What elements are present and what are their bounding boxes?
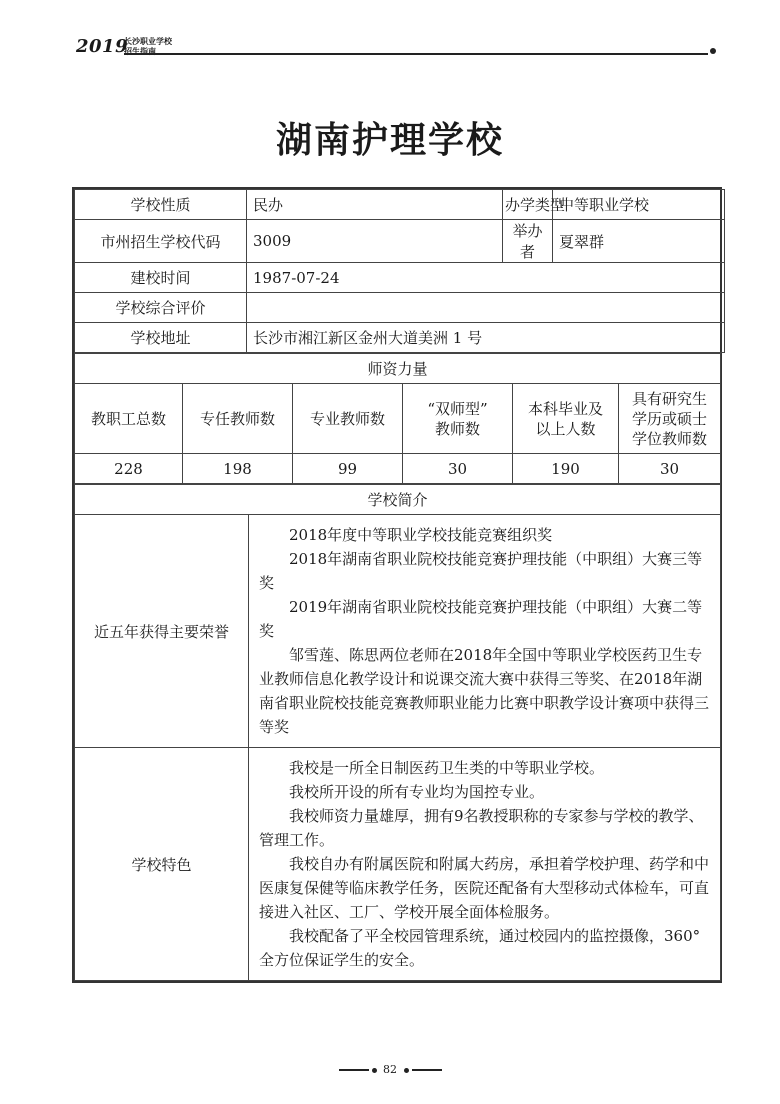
- faculty-header-cell: [513, 384, 619, 454]
- code-value: 3009: [247, 220, 503, 263]
- row-code: [75, 220, 725, 263]
- type-value: 中等职业学校: [553, 190, 725, 220]
- nature-label: 学校性质: [75, 190, 247, 220]
- faculty-section-row: [75, 354, 721, 384]
- faculty-value-cell: 30: [403, 454, 513, 484]
- feature-item: 我校所开设的所有专业均为国控专业。: [289, 783, 545, 801]
- feature-item: 我校师资力量雄厚，拥有9名教授职称的专家参与学校的教学、管理工作。: [259, 807, 704, 849]
- type-label: 办学类型: [503, 190, 553, 220]
- page-number: 82: [383, 1063, 397, 1076]
- faculty-value-cell: 198: [183, 454, 293, 484]
- page-title: 湖南护理学校: [275, 119, 504, 161]
- honor-item: 2018年度中等职业学校技能竞赛组织奖: [289, 526, 553, 544]
- sponsor-value: 夏翠群: [553, 220, 725, 263]
- footer-rule-left: [339, 1069, 369, 1071]
- faculty-header-row: [75, 384, 721, 454]
- faculty-header-text: 专任教师数: [199, 409, 275, 428]
- sponsor-label: 举办者: [503, 220, 553, 263]
- faculty-header-cell: [293, 384, 403, 454]
- row-founded: [75, 263, 725, 293]
- faculty-value-cell: 30: [619, 454, 721, 484]
- intro-section-row: [75, 485, 721, 515]
- header-line-1: 长沙职业学校: [124, 36, 172, 46]
- faculty-value-cell: 190: [513, 454, 619, 484]
- row-evaluation: [75, 293, 725, 323]
- feature-item: 我校配备了平全校园管理系统，通过校园内的监控摄像，360° 全方位保证学生的安全。: [259, 927, 701, 969]
- feature-item: 我校是一所全日制医药卫生类的中等职业学校。: [289, 759, 605, 777]
- code-label: 市州招生学校代码: [75, 220, 247, 263]
- row-address: [75, 323, 725, 353]
- footer-rule-right: [412, 1069, 442, 1071]
- honor-item: 2018年湖南省职业院校技能竞赛护理技能（中职组）大赛三等奖: [259, 550, 703, 592]
- header-rule: [124, 53, 708, 55]
- faculty-header-text: 本科毕业及 以上人数: [527, 399, 603, 438]
- features-label: 学校特色: [75, 748, 249, 981]
- nature-value: 民办: [247, 190, 503, 220]
- faculty-values-row: [75, 454, 721, 484]
- honors-content: [249, 515, 721, 748]
- page-footer: [0, 1063, 780, 1083]
- evaluation-value: [247, 293, 725, 323]
- founded-value: 1987-07-24: [247, 263, 725, 293]
- faculty-value-cell: 228: [75, 454, 183, 484]
- honor-item: 邹雪莲、陈思两位老师在2018年全国中等职业学校医药卫生专业教师信息化教学设计和说课交流大赛中获得三等奖、在2018年湖南省职业院校技能竞赛教师职业能力比赛中职教学设计赛项中获得三等奖: [259, 646, 710, 736]
- school-info-sheet: [72, 187, 722, 983]
- header-rule-end-dot: [710, 48, 716, 54]
- header-line-2: 招生指南: [124, 46, 156, 56]
- faculty-header-text: 具有研究生 学历或硕士 学位教师数: [632, 389, 708, 448]
- faculty-header-cell: [183, 384, 293, 454]
- faculty-header-cell: [403, 384, 513, 454]
- running-header: [76, 30, 716, 60]
- school-info-table: [74, 189, 725, 353]
- honor-item: 2019年湖南省职业院校技能竞赛护理技能（中职组）大赛二等奖: [259, 598, 703, 640]
- address-label: 学校地址: [75, 323, 247, 353]
- row-nature: [75, 190, 725, 220]
- intro-section-title: 学校简介: [75, 485, 721, 515]
- founded-label: 建校时间: [75, 263, 247, 293]
- features-content: [249, 748, 721, 981]
- faculty-value-cell: 99: [293, 454, 403, 484]
- evaluation-label: 学校综合评价: [75, 293, 247, 323]
- faculty-header-text: “双师型” 教师数: [427, 399, 488, 438]
- address-value: 长沙市湘江新区金州大道美洲 1 号: [247, 323, 725, 353]
- header-year: 2019: [76, 36, 129, 57]
- features-row: [75, 748, 721, 981]
- feature-item: 我校自办有附属医院和附属大药房，承担着学校护理、药学和中医康复保健等临床教学任务，医院还配备有大型移动式体检车，可直接进入社区、工厂、学校开展全面体检服务。: [259, 855, 710, 921]
- footer-dot-left: [372, 1068, 377, 1073]
- faculty-table: [74, 353, 721, 484]
- intro-table: [74, 484, 721, 981]
- faculty-section-title: 师资力量: [75, 354, 721, 384]
- faculty-header-text: 教职工总数: [90, 409, 166, 428]
- faculty-header-text: 专业教师数: [309, 409, 385, 428]
- faculty-header-cell: [619, 384, 721, 454]
- honors-label: 近五年获得主要荣誉: [75, 515, 249, 748]
- footer-dot-right: [404, 1068, 409, 1073]
- faculty-header-cell: [75, 384, 183, 454]
- honors-row: [75, 515, 721, 748]
